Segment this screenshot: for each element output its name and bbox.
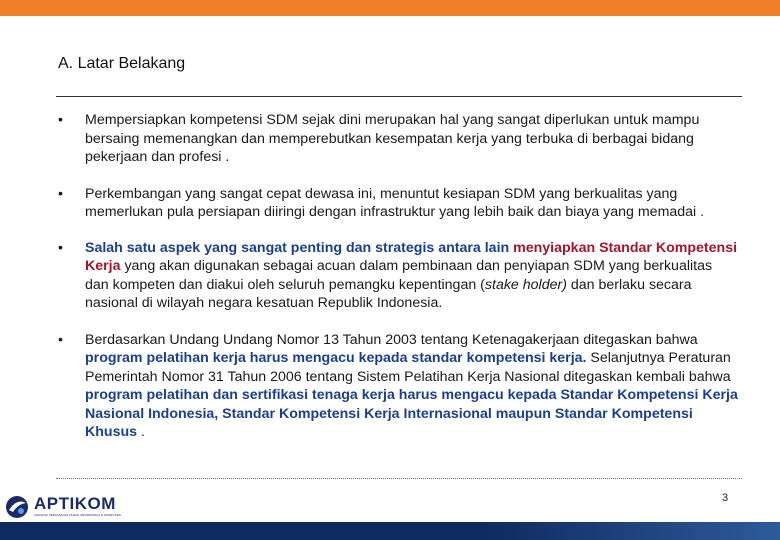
logo-tagline: ASOSIASI PERGURUAN TINGGI INFORMATIKA & KOMPUTER xyxy=(34,513,121,517)
bullet-list xyxy=(58,111,738,442)
text-segment-highlight-blue: Salah satu aspek yang sangat penting dan strategis antara lain xyxy=(85,239,514,256)
text-segment-highlight-blue: program pelatihan dan sertifikasi tenaga kerja harus mengacu kepada Standar Kompetensi Kerja Nasional Indonesia, Standar Kompetensi Kerja Internasional maupun Standar Kompetensi Khusus xyxy=(85,387,738,440)
aptikom-globe-icon xyxy=(4,494,30,520)
bullet-item xyxy=(58,331,738,442)
text-segment: Mempersiapkan kompetensi SDM sejak dini merupakan hal yang sangat diperlukan untuk mampu bersaing memenangkan dan memperebutkan kesempatan kerja yang terbuka di berbagai bidang pekerjaan dan profesi . xyxy=(85,112,700,165)
text-segment: . xyxy=(137,424,145,440)
bullet-item xyxy=(58,239,738,313)
bullet-dot: • xyxy=(58,239,63,256)
bullet-text xyxy=(85,186,704,221)
bullet-text xyxy=(85,112,699,165)
title-divider xyxy=(56,96,742,97)
text-segment-highlight-red: menyiapkan Standar Kompetensi Kerja xyxy=(85,239,738,274)
bottom-accent-bar xyxy=(0,522,780,540)
page-number: 3 xyxy=(722,492,729,504)
bullet-item xyxy=(58,111,738,167)
bullet-text xyxy=(85,240,737,312)
text-segment: Selanjutnya Peraturan Pemerintah Nomor 31 Tahun 2006 tentang Sistem Pelatihan Kerja Nasional ditegaskan kembali bahwa xyxy=(85,350,731,385)
text-segment-italic: stake holder) xyxy=(484,276,567,293)
top-accent-bar xyxy=(0,0,780,16)
bullet-dot: • xyxy=(58,331,63,348)
text-segment: Berdasarkan Undang Undang Nomor 13 Tahun 2003 tentang Ketenagakerjaan ditegaskan bahwa xyxy=(85,331,698,348)
bullet-text xyxy=(85,332,738,441)
aptikom-logo xyxy=(4,494,144,520)
section-title: A. Latar Belakang xyxy=(58,55,186,72)
bullet-item xyxy=(58,185,738,222)
text-segment: dan berlaku secara nasional di wilayah negara kesatuan Republik Indonesia. xyxy=(85,276,692,311)
bottom-bar-gradient xyxy=(480,522,780,540)
text-segment: yang akan digunakan sebagai acuan dalam pembinaan dan penyiapan SDM yang berkualitas dan kompeten dan diakui oleh seluruh pemangku kepentingan ( xyxy=(85,258,713,293)
logo-wordmark: APTIKOM xyxy=(34,494,116,513)
text-segment-highlight-blue: program pelatihan kerja harus mengacu kepada standar kompetensi kerja. xyxy=(85,350,587,366)
bullet-dot: • xyxy=(58,112,63,128)
footer-divider xyxy=(56,478,742,479)
bullet-dot: • xyxy=(58,185,63,202)
text-segment: Perkembangan yang sangat cepat dewasa ini, menuntut kesiapan SDM yang berkualitas yang memerlukan pula persiapan diiringi dengan infrastruktur yang lebih baik dan biaya yang memadai . xyxy=(85,185,705,220)
